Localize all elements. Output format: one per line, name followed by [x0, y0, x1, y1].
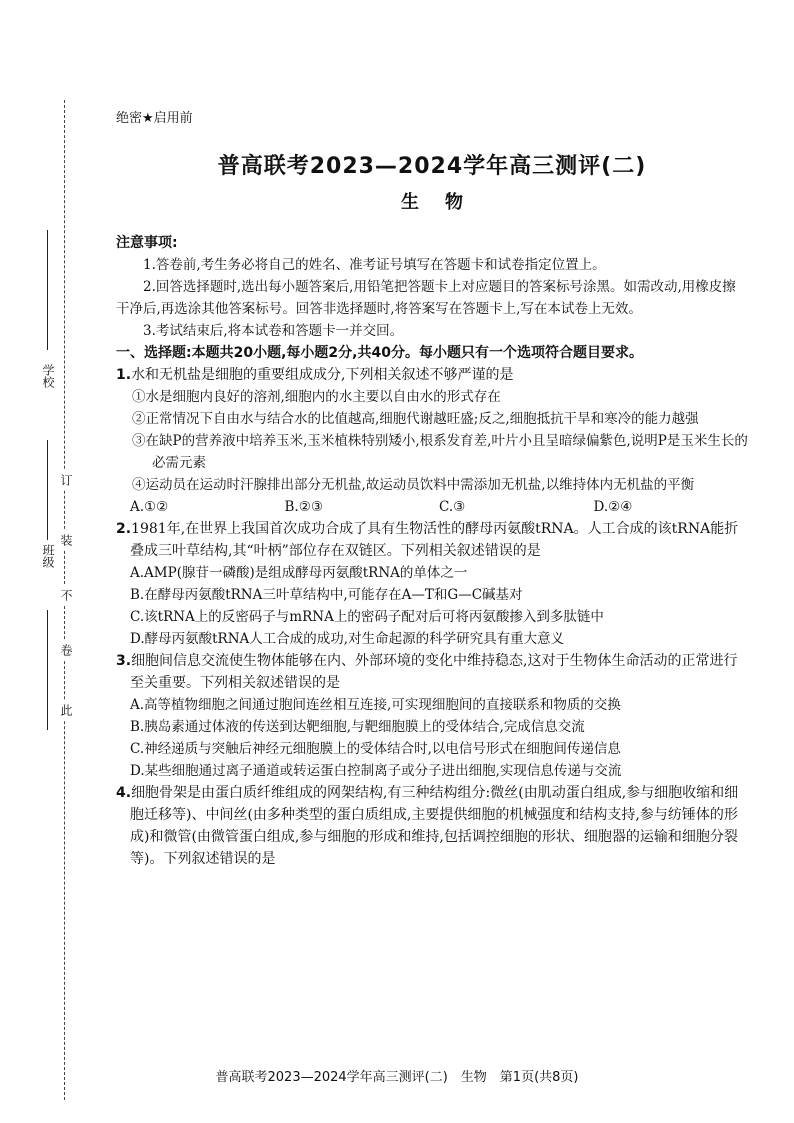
question-number: 3. [116, 653, 132, 669]
option-b[interactable]: B.在酵母丙氨酸tRNA三叶草结构中,可能存在A—T和G—C碱基对 [130, 587, 523, 603]
option-c[interactable]: C.③ [439, 499, 466, 515]
class-label: 班级 [40, 540, 57, 572]
section-heading: 一、选择题:本题共20小题,每小题2分,共40分。每小题只有一个选项符合题目要求。 [116, 345, 643, 361]
question-number: 4. [116, 785, 132, 801]
notice-item-3: 3.考试结束后,将本试卷和答题卡一并交回。 [143, 323, 404, 339]
option-c[interactable]: C.该tRNA上的反密码子与mRNA上的密码子配对后可将丙氨酸掺入到多肽链中 [130, 609, 604, 625]
question-4 [116, 782, 748, 870]
option-b[interactable]: B.胰岛素通过体液的传送到达靶细胞,与靶细胞膜上的受体结合,完成信息交流 [130, 719, 585, 735]
seal-char-3: 不 [58, 585, 75, 605]
question-2 [116, 518, 748, 650]
page-footer: 普高联考2023—2024学年高三测评(二) 生物 第1页(共8页) [215, 1070, 579, 1085]
name-blank [47, 610, 48, 730]
option-a[interactable]: A.AMP(腺苷一磷酸)是组成酵母丙氨酸tRNA的单体之一 [130, 565, 468, 581]
subject-title: 生物 [401, 192, 489, 213]
option-d[interactable]: D.②④ [593, 499, 633, 515]
option-d[interactable]: D.酵母丙氨酸tRNA人工合成的成功,对生命起源的科学研究具有重大意义 [130, 631, 565, 647]
question-3 [116, 650, 748, 782]
option-b[interactable]: B.②③ [284, 499, 323, 515]
question-stem: 细胞骨架是由蛋白质纤维组成的网架结构,有三种结构组分:微丝(由肌动蛋白组成,参与细胞收缩和细胞迁移等)、中间丝(由多种类型的蛋白质组成,主要提供细胞的机械强度和结构支持,参与纺锤体的形成)和微管(由微管蛋白组成,参与细胞的形成和维持,包括调控细胞的形状、细胞器的运输和细胞分裂等)。下列叙述错误的是 [130, 785, 739, 867]
question-1 [116, 364, 748, 518]
statement-4: ④运动员在运动时汗腺排出部分无机盐,故运动员饮料中需添加无机盐,以维持体内无机盐的平衡 [132, 477, 695, 493]
statement-1: ①水是细胞内良好的溶剂,细胞内的水主要以自由水的形式存在 [132, 389, 501, 405]
statement-3: ③在缺P的营养液中培养玉米,玉米植株特别矮小,根系发育差,叶片小且呈暗绿偏紫色,说明P是玉米生长的必需元素 [132, 433, 748, 471]
seal-char-2: 装 [58, 530, 75, 550]
secret-label: 绝密★启用前 [116, 111, 193, 126]
question-stem: 细胞间信息交流使生物体能够在内、外部环境的变化中维持稳态,这对于生物体生命活动的正常进行至关重要。下列相关叙述错误的是 [130, 653, 738, 691]
notice-item-2: 2.回答选择题时,选出每小题答案后,用铅笔把答题卡上对应题目的答案标号涂黑。如需改动,用橡皮擦干净后,再选涂其他答案标号。回答非选择题时,将答案写在答题卡上,写在本试卷上无效。 [116, 279, 736, 317]
notice-heading: 注意事项: [116, 235, 178, 251]
question-number: 2. [116, 521, 132, 537]
school-blank [47, 230, 48, 350]
binding-margin [0, 0, 96, 1123]
seal-char-4: 卷 [58, 640, 75, 660]
option-c[interactable]: C.神经递质与突触后神经元细胞膜上的受体结合时,以电信号形式在细胞间传递信息 [130, 741, 621, 757]
question-stem: 水和无机盐是细胞的重要组成成分,下列相关叙述不够严谨的是 [131, 367, 514, 383]
seal-char-1: 订 [58, 470, 75, 490]
question-stem: 1981年,在世界上我国首次成功合成了具有生物活性的酵母丙氨酸tRNA。人工合成的该tRNA能折叠成三叶草结构,其“叶柄”部位存在双链区。下列相关叙述错误的是 [130, 521, 739, 559]
exam-title: 普高联考2023—2024学年高三测评(二) [217, 154, 647, 179]
school-label: 学校 [40, 360, 57, 392]
option-d[interactable]: D.某些细胞通过离子通道或转运蛋白控制离子或分子进出细胞,实现信息传递与交流 [130, 763, 622, 779]
notice-item-1: 1.答卷前,考生务必将自己的姓名、准考证号填写在答题卡和试卷指定位置上。 [143, 257, 606, 273]
question-number: 1. [116, 367, 132, 383]
option-a[interactable]: A.①② [130, 499, 169, 515]
exam-page [116, 108, 748, 870]
options-row [116, 496, 748, 518]
statement-2: ②正常情况下自由水与结合水的比值越高,细胞代谢越旺盛;反之,细胞抵抗干旱和寒冷的能力越强 [132, 411, 699, 427]
seal-char-5: 此 [58, 700, 75, 720]
option-a[interactable]: A.高等植物细胞之间通过胞间连丝相互连接,可实现细胞间的直接联系和物质的交换 [130, 697, 621, 713]
